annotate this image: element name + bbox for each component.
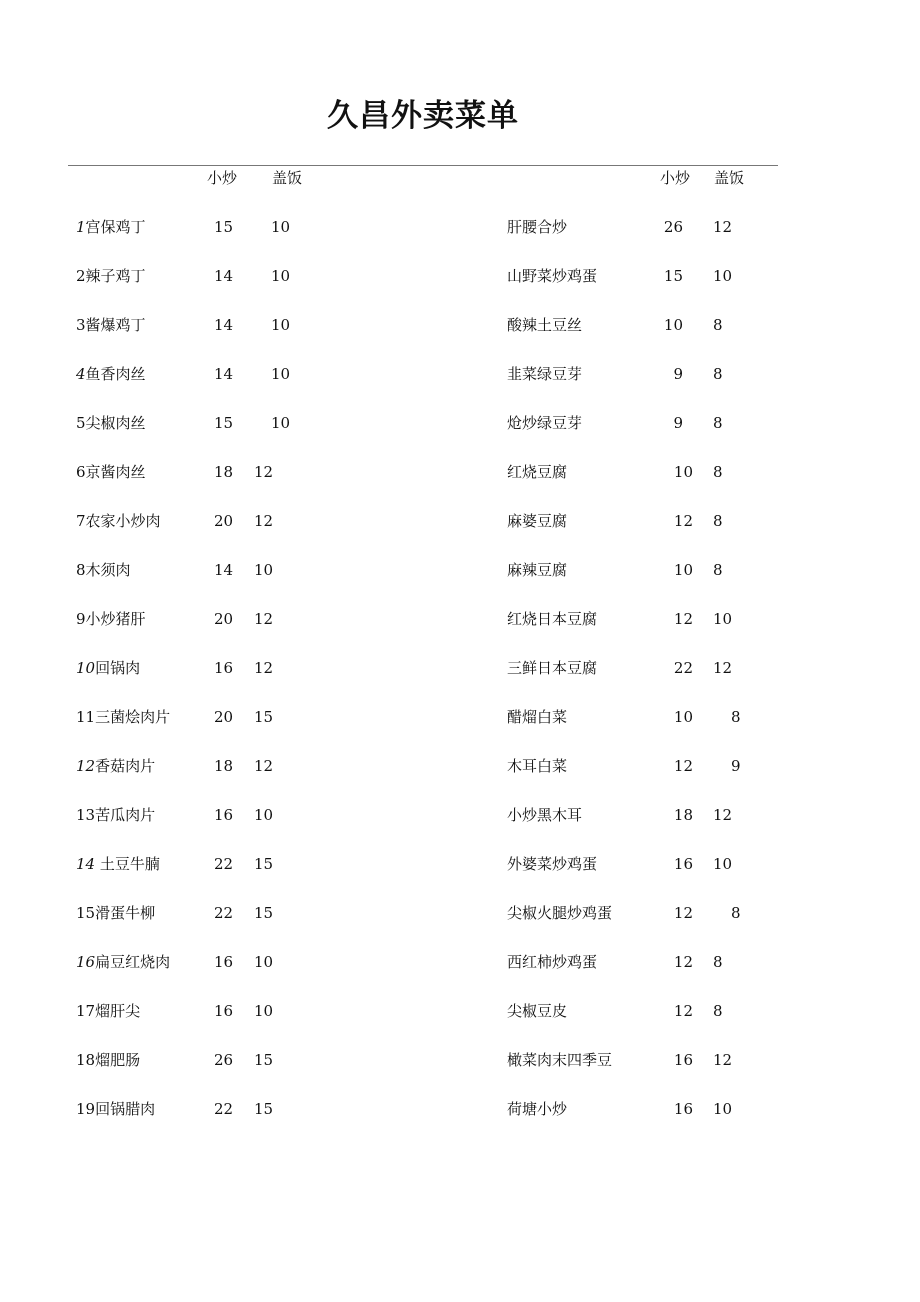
item-price-rice: 10 <box>271 218 291 236</box>
left-menu-item <box>76 609 146 629</box>
item-number: 12 <box>76 757 96 775</box>
item-number: 5 <box>76 414 86 432</box>
item-name: 香菇肉片 <box>95 757 156 775</box>
item-price-small: 12 <box>673 757 693 775</box>
item-number: 2 <box>76 267 86 285</box>
right-menu-item: 酸辣土豆丝 <box>507 316 583 334</box>
left-menu-item <box>76 1099 155 1119</box>
right-menu-item: 三鲜日本豆腐 <box>507 659 598 677</box>
right-menu-item: 尖椒豆皮 <box>507 1002 568 1020</box>
right-menu-item: 麻婆豆腐 <box>507 512 568 530</box>
item-number: 9 <box>76 610 86 628</box>
item-price-small: 16 <box>214 953 234 971</box>
item-name: 苦瓜肉片 <box>95 806 156 824</box>
right-menu-item: 麻辣豆腐 <box>507 561 568 579</box>
left-menu-item <box>76 707 170 727</box>
item-name: 宫保鸡丁 <box>85 218 146 236</box>
left-menu-item <box>76 658 140 678</box>
left-menu-item <box>76 1050 140 1070</box>
item-price-small: 10 <box>673 561 693 579</box>
item-price-small: 10 <box>673 463 693 481</box>
item-price-small: 20 <box>214 610 234 628</box>
item-name: 熘肝尖 <box>95 1002 141 1020</box>
item-number: 17 <box>76 1002 96 1020</box>
item-price-small: 14 <box>214 365 234 383</box>
item-number: 14 <box>76 855 100 873</box>
item-price-rice: 12 <box>254 610 274 628</box>
item-name: 木须肉 <box>85 561 131 579</box>
item-price-rice: 10 <box>713 610 733 628</box>
item-name: 滑蛋牛柳 <box>95 904 156 922</box>
item-price-small: 16 <box>673 1100 693 1118</box>
left-header-small: 小炒 <box>207 169 238 187</box>
right-menu-item: 木耳白菜 <box>507 757 568 775</box>
item-price-small: 14 <box>214 316 234 334</box>
item-price-rice: 8 <box>731 708 741 726</box>
item-price-rice: 10 <box>254 806 274 824</box>
item-price-small: 22 <box>214 855 234 873</box>
right-menu-item: 橄菜肉末四季豆 <box>507 1051 613 1069</box>
item-price-small: 14 <box>214 267 234 285</box>
item-number: 7 <box>76 512 86 530</box>
item-price-rice: 10 <box>271 365 291 383</box>
item-number: 8 <box>76 561 86 579</box>
item-price-rice: 8 <box>713 414 723 432</box>
right-menu-item: 肝腰合炒 <box>507 218 568 236</box>
left-menu-item <box>76 952 170 972</box>
item-price-small: 10 <box>663 316 683 334</box>
item-price-small: 16 <box>214 659 234 677</box>
right-menu-item: 西红柿炒鸡蛋 <box>507 953 598 971</box>
item-price-small: 22 <box>673 659 693 677</box>
item-price-rice: 8 <box>713 953 723 971</box>
right-menu-item: 醋熘白菜 <box>507 708 568 726</box>
item-price-rice: 10 <box>713 267 733 285</box>
item-number: 11 <box>76 708 96 726</box>
left-menu-item <box>76 217 146 237</box>
item-price-rice: 10 <box>271 267 291 285</box>
left-menu-item <box>76 413 146 433</box>
item-price-small: 9 <box>673 414 683 432</box>
right-menu-item: 炝炒绿豆芽 <box>507 414 583 432</box>
item-price-small: 20 <box>214 708 234 726</box>
item-price-small: 26 <box>214 1051 234 1069</box>
item-price-rice: 8 <box>713 365 723 383</box>
item-price-rice: 8 <box>713 316 723 334</box>
item-price-small: 20 <box>214 512 234 530</box>
item-price-small: 10 <box>673 708 693 726</box>
item-price-rice: 15 <box>254 1051 274 1069</box>
left-menu-item <box>76 315 146 335</box>
item-price-small: 16 <box>214 806 234 824</box>
left-header-rice: 盖饭 <box>272 169 303 187</box>
item-price-small: 15 <box>663 267 683 285</box>
left-menu-item <box>76 1001 140 1021</box>
left-menu-item <box>76 364 146 384</box>
item-name: 鱼香肉丝 <box>85 365 146 383</box>
item-price-rice: 10 <box>713 855 733 873</box>
item-price-small: 22 <box>214 904 234 922</box>
item-name: 农家小炒肉 <box>85 512 161 530</box>
menu-title: 久昌外卖菜单 <box>327 98 519 134</box>
item-price-rice: 12 <box>254 757 274 775</box>
item-name: 小炒猪肝 <box>85 610 146 628</box>
left-menu-item <box>76 266 146 286</box>
item-number: 4 <box>76 365 86 383</box>
right-menu-item: 红烧日本豆腐 <box>507 610 598 628</box>
item-price-rice: 9 <box>731 757 741 775</box>
right-menu-item: 韭菜绿豆芽 <box>507 365 583 383</box>
item-number: 18 <box>76 1051 96 1069</box>
item-price-small: 15 <box>214 414 234 432</box>
item-price-rice: 12 <box>254 512 274 530</box>
item-price-rice: 12 <box>713 218 733 236</box>
item-price-small: 18 <box>673 806 693 824</box>
item-price-rice: 12 <box>254 463 274 481</box>
item-number: 15 <box>76 904 96 922</box>
item-number: 13 <box>76 806 96 824</box>
item-name: 熘肥肠 <box>95 1051 141 1069</box>
left-menu-item <box>76 560 131 580</box>
item-price-rice: 10 <box>254 953 274 971</box>
right-menu-item: 外婆菜炒鸡蛋 <box>507 855 598 873</box>
item-price-small: 18 <box>214 463 234 481</box>
right-header-rice: 盖饭 <box>714 169 745 187</box>
item-price-small: 14 <box>214 561 234 579</box>
item-price-rice: 8 <box>713 463 723 481</box>
item-price-small: 12 <box>673 953 693 971</box>
item-name: 回锅肉 <box>95 659 141 677</box>
item-name: 扁豆红烧肉 <box>95 953 171 971</box>
item-number: 16 <box>76 953 96 971</box>
item-price-small: 18 <box>214 757 234 775</box>
item-price-rice: 10 <box>254 1002 274 1020</box>
item-price-rice: 15 <box>254 904 274 922</box>
item-number: 19 <box>76 1100 96 1118</box>
item-price-rice: 15 <box>254 1100 274 1118</box>
right-header-small: 小炒 <box>660 169 691 187</box>
item-price-small: 12 <box>673 904 693 922</box>
item-number: 1 <box>76 218 86 236</box>
left-menu-item <box>76 854 160 874</box>
item-number: 6 <box>76 463 86 481</box>
item-price-rice: 8 <box>713 1002 723 1020</box>
header-divider <box>68 165 778 166</box>
item-name: 京酱肉丝 <box>85 463 146 481</box>
item-price-rice: 8 <box>731 904 741 922</box>
item-name: 土豆牛腩 <box>99 855 160 873</box>
item-price-rice: 12 <box>713 659 733 677</box>
item-name: 尖椒肉丝 <box>85 414 146 432</box>
item-price-small: 22 <box>214 1100 234 1118</box>
item-number: 3 <box>76 316 86 334</box>
right-menu-item: 山野菜炒鸡蛋 <box>507 267 598 285</box>
left-menu-item <box>76 462 146 482</box>
item-name: 三菌烩肉片 <box>95 708 171 726</box>
right-menu-item: 尖椒火腿炒鸡蛋 <box>507 904 613 922</box>
item-name: 辣子鸡丁 <box>85 267 146 285</box>
item-price-rice: 8 <box>713 512 723 530</box>
left-menu-item <box>76 903 155 923</box>
item-price-rice: 10 <box>271 414 291 432</box>
item-price-rice: 15 <box>254 708 274 726</box>
item-price-small: 9 <box>673 365 683 383</box>
item-price-small: 12 <box>673 1002 693 1020</box>
item-price-small: 15 <box>214 218 234 236</box>
item-price-rice: 15 <box>254 855 274 873</box>
right-menu-item: 红烧豆腐 <box>507 463 568 481</box>
item-price-small: 16 <box>673 855 693 873</box>
right-menu-item: 荷塘小炒 <box>507 1100 568 1118</box>
left-menu-item <box>76 756 155 776</box>
item-price-small: 16 <box>673 1051 693 1069</box>
item-price-small: 12 <box>673 512 693 530</box>
item-price-small: 16 <box>214 1002 234 1020</box>
right-menu-item: 小炒黑木耳 <box>507 806 583 824</box>
item-price-rice: 12 <box>254 659 274 677</box>
item-price-rice: 12 <box>713 806 733 824</box>
item-price-rice: 10 <box>713 1100 733 1118</box>
item-price-rice: 10 <box>254 561 274 579</box>
item-price-rice: 8 <box>713 561 723 579</box>
left-menu-item <box>76 805 155 825</box>
item-name: 酱爆鸡丁 <box>85 316 146 334</box>
item-price-small: 12 <box>673 610 693 628</box>
item-price-rice: 12 <box>713 1051 733 1069</box>
left-menu-item <box>76 511 161 531</box>
item-price-small: 26 <box>663 218 683 236</box>
item-number: 10 <box>76 659 96 677</box>
item-price-rice: 10 <box>271 316 291 334</box>
item-name: 回锅腊肉 <box>95 1100 156 1118</box>
